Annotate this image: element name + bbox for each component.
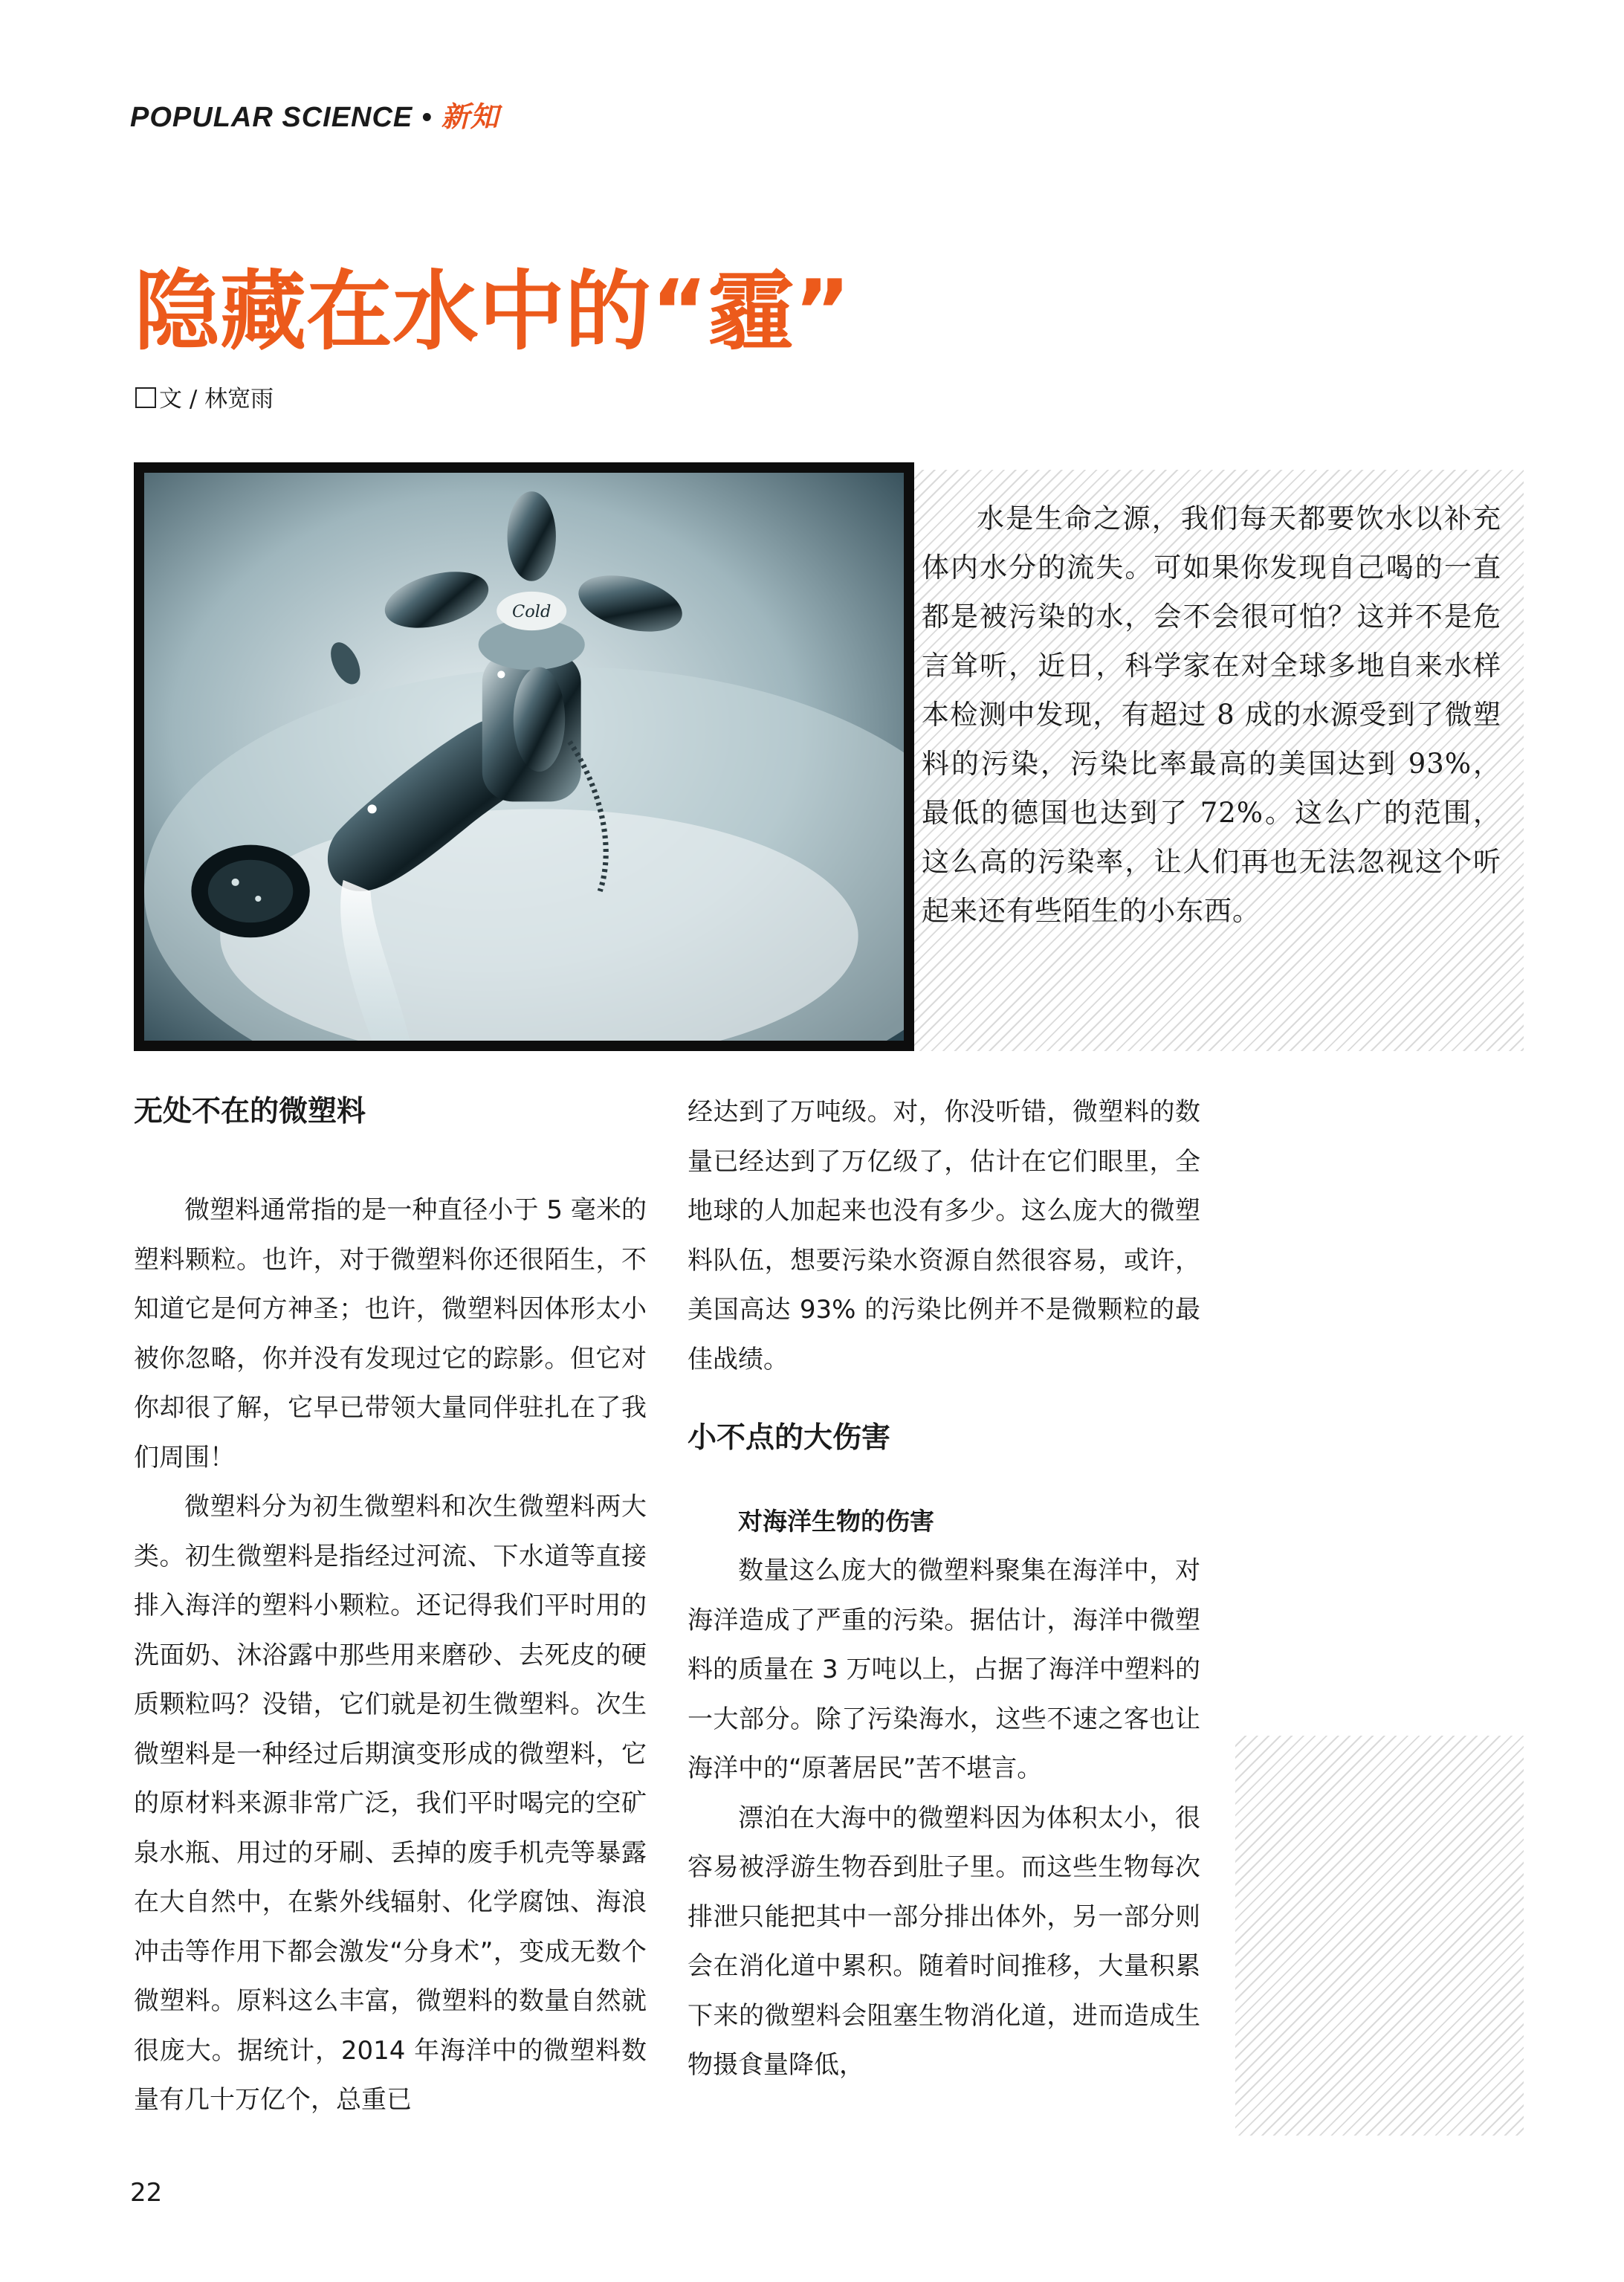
right-column — [688, 1087, 1200, 2090]
intro-paragraph: 水是生命之源，我们每天都要饮水以补充体内水分的流失。可如果你发现自己喝的一直都是被污染的水，会不会很可怕？这并不是危言耸听，近日，科学家在对全球多地自来水样本检测中发现，有超过 8 成的水源受到了微塑料的污染，污染比率最高的美国达到 93%，最低的德国也达到了 72%。这么广的范围，这么高的污染率，让人们再也无法忽视这个听起来还有些陌生的小东西。 — [922, 502, 1501, 927]
section-heading-ubiquitous: 无处不在的微塑料 — [134, 1095, 366, 1128]
body-paragraph: 漂泊在大海中的微塑料因为体积太小，很容易被浮游生物吞到肚子里。而这些生物每次排泄只能把其中一部分排出体外，另一部分则会在消化道中累积。随着时间推移，大量积累下来的微塑料会阻塞生物消化道，进而造成生物摄食量降低， — [688, 1803, 1200, 2080]
header-separator: • — [421, 102, 433, 133]
body-paragraph: 数量这么庞大的微塑料聚集在海洋中，对海洋造成了严重的污染。据估计，海洋中微塑料的质量在 3 万吨以上，占据了海洋中塑料的一大部分。除了污染海水，这些不速之客也让海洋中的“原著居民”苦不堪言。 — [688, 1556, 1200, 1783]
running-header — [130, 95, 499, 140]
faucet-photo — [134, 462, 914, 1051]
body-paragraph: 微塑料通常指的是一种直径小于 5 毫米的塑料颗粒。也许，对于微塑料你还很陌生，不知道它是何方神圣；也许，微塑料因体形太小被你忽略，你并没有发现过它的踪影。但它对你却很了解，它早已带领大量同伴驻扎在了我们周围！ — [134, 1195, 647, 1473]
side-hatch-panel — [1235, 1736, 1524, 2136]
left-column — [134, 1087, 647, 2125]
tap-cold-label: Cold — [512, 602, 551, 621]
byline-text: 文 / 林宽雨 — [159, 386, 274, 413]
body-paragraph: 微塑料分为初生微塑料和次生微塑料两大类。初生微塑料是指经过河流、下水道等直接排入海洋的塑料小颗粒。还记得我们平时用的洗面奶、沐浴露中那些用来磨砂、去死皮的硬质颗粒吗？没错，它们就是初生微塑料。次生微塑料是一种经过后期演变形成的微塑料，它的原材料来源非常广泛，我们平时喝完的空矿泉水瓶、用过的牙刷、丢掉的废手机壳等暴露在大自然中，在紫外线辐射、化学腐蚀、海浪冲击等作用下都会激发“分身术”，变成无数个微塑料。原料这么丰富，微塑料的数量自然就很庞大。据统计，2014 年海洋中的微塑料数量有几十万亿个，总重已 — [134, 1492, 647, 2115]
faucet-illustration — [144, 473, 904, 1041]
section-heading-harm: 小不点的大伤害 — [688, 1421, 891, 1455]
header-series: POPULAR SCIENCE — [130, 102, 413, 133]
intro-text — [922, 494, 1501, 936]
byline — [135, 381, 274, 418]
article-title: 隐藏在水中的“霾” — [134, 262, 851, 362]
page-number: 22 — [130, 2178, 163, 2208]
byline-box-icon — [135, 387, 156, 408]
body-paragraph-continued: 经达到了万吨级。对，你没听错，微塑料的数量已经达到了万亿级了，估计在它们眼里，全地球的人加起来也没有多少。这么庞大的微塑料队伍，想要污染水资源自然很容易，或许，美国高达 93% 的污染比例并不是微颗粒的最佳战绩。 — [688, 1097, 1200, 1374]
header-section: 新知 — [441, 102, 499, 133]
subheading-marine-life: 对海洋生物的伤害 — [738, 1507, 934, 1536]
